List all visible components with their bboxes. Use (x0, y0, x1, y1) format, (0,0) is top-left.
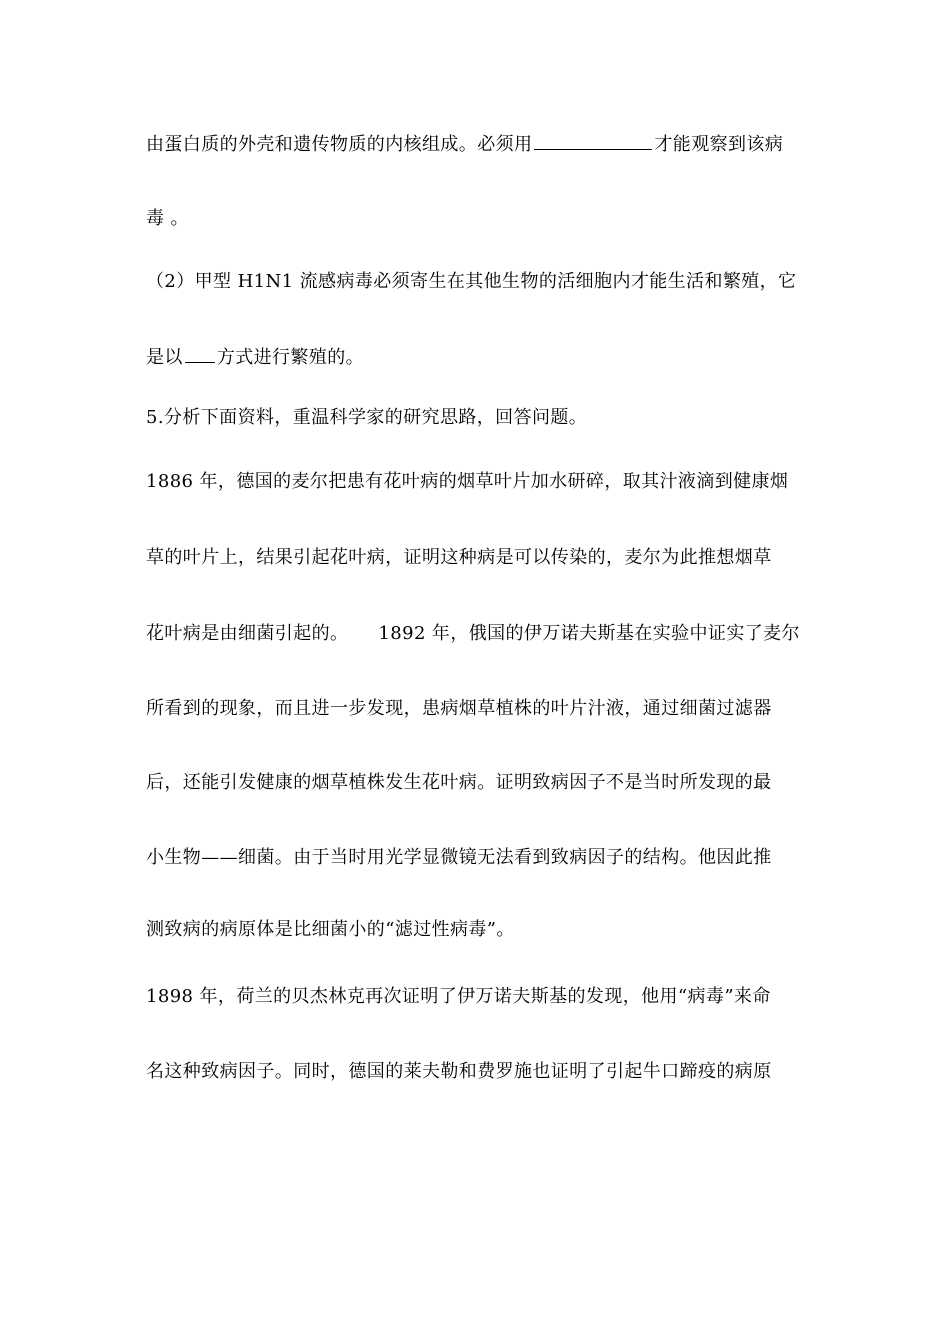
text-line-4 (146, 344, 364, 370)
text-segment: 才能观察到该病 (654, 134, 784, 155)
text-line-7 (146, 546, 772, 570)
text-segment: 名这种致病因子。同时，德国的莱夫勒和费罗施也证明了引起牛口蹄疫的病原 (146, 1061, 772, 1082)
text-segment: 1886 年，德国的麦尔把患有花叶病的烟草叶片加水研碎，取其汁液滴到健康烟 (146, 471, 789, 492)
text-segment: 后，还能引发健康的烟草植株发生花叶病。证明致病因子不是当时所发现的最 (146, 772, 772, 793)
text-line-14 (146, 1060, 772, 1084)
answer-blank[interactable] (534, 131, 652, 150)
text-line-10 (146, 771, 772, 795)
text-line-3 (146, 270, 796, 294)
text-line-6 (146, 470, 788, 494)
text-segment: （2）甲型 H1N1 流感病毒必须寄生在其他生物的活细胞内才能生活和繁殖，它 (146, 271, 797, 292)
text-segment: 草的叶片上，结果引起花叶病，证明这种病是可以传染的，麦尔为此推想烟草 (146, 547, 772, 568)
text-segment: 所看到的现象，而且进一步发现，患病烟草植株的叶片汁液，通过细菌过滤器 (146, 698, 772, 719)
question-5-heading (146, 406, 587, 430)
text-segment: 花叶病是由细菌引起的。 (146, 623, 349, 644)
text-segment: 毒 。 (146, 208, 189, 229)
text-segment: 小生物——细菌。由于当时用光学显微镜无法看到致病因子的结构。他因此推 (146, 847, 772, 868)
answer-blank[interactable] (185, 344, 215, 363)
text-line-1 (146, 131, 783, 157)
text-segment: 是以 (146, 347, 183, 368)
text-line-8 (146, 622, 800, 646)
text-line-11 (146, 846, 772, 870)
text-segment: 1898 年，荷兰的贝杰林克再次证明了伊万诺夫斯基的发现，他用“病毒”来命 (146, 986, 771, 1007)
text-segment: 5.分析下面资料，重温科学家的研究思路，回答问题。 (146, 407, 588, 428)
text-segment: 由蛋白质的外壳和遗传物质的内核组成。必须用 (146, 134, 533, 155)
text-line-9 (146, 697, 772, 721)
text-line-12 (146, 918, 515, 942)
text-line-13 (146, 985, 771, 1009)
text-segment: 测致病的病原体是比细菌小的“滤过性病毒”。 (146, 919, 515, 940)
text-line-2 (146, 207, 189, 231)
text-segment: 方式进行繁殖的。 (216, 347, 365, 368)
text-segment: 1892 年，俄国的伊万诺夫斯基在实验中证实了麦尔 (378, 623, 800, 644)
